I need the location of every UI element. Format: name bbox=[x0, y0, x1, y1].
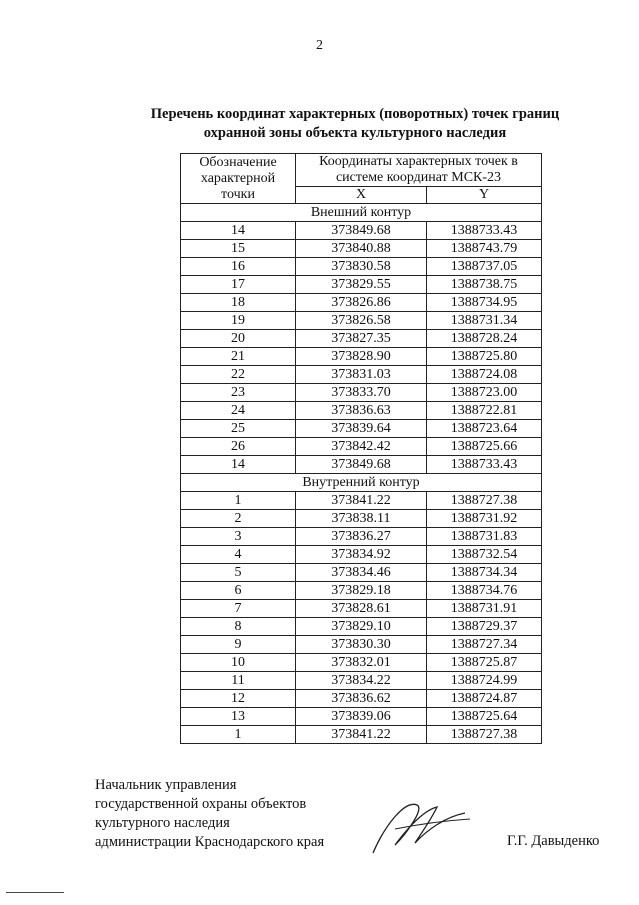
table-row bbox=[181, 636, 542, 654]
y-coordinate-cell: 1388734.76 bbox=[427, 582, 542, 600]
y-coordinate-cell: 1388731.92 bbox=[427, 510, 542, 528]
footer-divider bbox=[6, 892, 64, 893]
point-number-cell: 17 bbox=[181, 276, 296, 294]
table-row bbox=[181, 546, 542, 564]
point-number-cell: 11 bbox=[181, 672, 296, 690]
point-number-cell: 9 bbox=[181, 636, 296, 654]
point-number-cell: 23 bbox=[181, 384, 296, 402]
y-coordinate-cell: 1388727.38 bbox=[427, 726, 542, 744]
y-coordinate-cell: 1388728.24 bbox=[427, 330, 542, 348]
handwritten-signature bbox=[365, 795, 475, 860]
y-coordinate-cell: 1388725.80 bbox=[427, 348, 542, 366]
table-row bbox=[181, 438, 542, 456]
point-number-cell: 5 bbox=[181, 564, 296, 582]
y-coordinate-cell: 1388724.87 bbox=[427, 690, 542, 708]
y-coordinate-cell: 1388731.83 bbox=[427, 528, 542, 546]
point-number-cell: 16 bbox=[181, 258, 296, 276]
table-row bbox=[181, 654, 542, 672]
point-number-cell: 8 bbox=[181, 618, 296, 636]
x-coordinate-cell: 373841.22 bbox=[296, 492, 427, 510]
y-coordinate-cell: 1388731.91 bbox=[427, 600, 542, 618]
y-coordinate-cell: 1388737.05 bbox=[427, 258, 542, 276]
table-row bbox=[181, 366, 542, 384]
header-coordinates-line: Координаты характерных точек в bbox=[319, 154, 518, 169]
point-number-cell: 22 bbox=[181, 366, 296, 384]
header-point-designation bbox=[181, 154, 296, 204]
header-coordinates-line: системе координат МСК-23 bbox=[335, 170, 502, 185]
x-coordinate-cell: 373836.62 bbox=[296, 690, 427, 708]
x-coordinate-cell: 373839.06 bbox=[296, 708, 427, 726]
y-coordinate-cell: 1388724.99 bbox=[427, 672, 542, 690]
x-coordinate-cell: 373829.18 bbox=[296, 582, 427, 600]
table-row bbox=[181, 528, 542, 546]
table-row bbox=[181, 672, 542, 690]
point-number-cell: 26 bbox=[181, 438, 296, 456]
table-row bbox=[181, 222, 542, 240]
point-number-cell: 13 bbox=[181, 708, 296, 726]
y-coordinate-cell: 1388723.64 bbox=[427, 420, 542, 438]
y-coordinate-cell: 1388727.34 bbox=[427, 636, 542, 654]
table-row bbox=[181, 330, 542, 348]
y-coordinate-cell: 1388725.66 bbox=[427, 438, 542, 456]
y-coordinate-cell: 1388731.34 bbox=[427, 312, 542, 330]
table-row bbox=[181, 510, 542, 528]
document-title bbox=[120, 105, 590, 143]
table-row bbox=[181, 420, 542, 438]
table-row bbox=[181, 582, 542, 600]
point-number-cell: 6 bbox=[181, 582, 296, 600]
point-number-cell: 25 bbox=[181, 420, 296, 438]
point-number-cell: 7 bbox=[181, 600, 296, 618]
y-coordinate-cell: 1388724.08 bbox=[427, 366, 542, 384]
x-coordinate-cell: 373831.03 bbox=[296, 366, 427, 384]
table-body bbox=[181, 204, 542, 744]
section-row bbox=[181, 204, 542, 222]
x-coordinate-cell: 373838.11 bbox=[296, 510, 427, 528]
point-number-cell: 3 bbox=[181, 528, 296, 546]
table-row bbox=[181, 492, 542, 510]
x-coordinate-cell: 373842.42 bbox=[296, 438, 427, 456]
x-coordinate-cell: 373849.68 bbox=[296, 222, 427, 240]
point-number-cell: 2 bbox=[181, 510, 296, 528]
x-coordinate-cell: 373829.10 bbox=[296, 618, 427, 636]
point-number-cell: 21 bbox=[181, 348, 296, 366]
x-coordinate-cell: 373830.30 bbox=[296, 636, 427, 654]
x-coordinate-cell: 373826.86 bbox=[296, 294, 427, 312]
x-coordinate-cell: 373836.27 bbox=[296, 528, 427, 546]
table-row bbox=[181, 618, 542, 636]
header-point-line: Обозначение bbox=[199, 154, 277, 170]
header-coordinates bbox=[296, 154, 542, 187]
x-coordinate-cell: 373828.61 bbox=[296, 600, 427, 618]
y-coordinate-cell: 1388727.38 bbox=[427, 492, 542, 510]
y-coordinate-cell: 1388732.54 bbox=[427, 546, 542, 564]
table-row bbox=[181, 564, 542, 582]
table-row bbox=[181, 402, 542, 420]
table-row bbox=[181, 708, 542, 726]
table-row bbox=[181, 600, 542, 618]
x-coordinate-cell: 373830.58 bbox=[296, 258, 427, 276]
x-coordinate-cell: 373849.68 bbox=[296, 456, 427, 474]
x-coordinate-cell: 373832.01 bbox=[296, 654, 427, 672]
signatory-position bbox=[95, 776, 324, 852]
header-x bbox=[296, 187, 427, 204]
signatory-position-line: государственной охраны объектов bbox=[95, 796, 307, 812]
y-coordinate-cell: 1388734.95 bbox=[427, 294, 542, 312]
signatory-position-line: культурного наследия bbox=[95, 815, 230, 831]
y-coordinate-cell: 1388733.43 bbox=[427, 456, 542, 474]
x-coordinate-cell: 373827.35 bbox=[296, 330, 427, 348]
point-number-cell: 18 bbox=[181, 294, 296, 312]
table-row bbox=[181, 258, 542, 276]
header-point-line: характерной bbox=[200, 170, 276, 186]
point-number-cell: 14 bbox=[181, 222, 296, 240]
table-row bbox=[181, 456, 542, 474]
table-row bbox=[181, 240, 542, 258]
point-number-cell: 4 bbox=[181, 546, 296, 564]
y-coordinate-cell: 1388723.00 bbox=[427, 384, 542, 402]
table-row bbox=[181, 276, 542, 294]
y-coordinate-cell: 1388734.34 bbox=[427, 564, 542, 582]
section-row bbox=[181, 474, 542, 492]
x-coordinate-cell: 373834.22 bbox=[296, 672, 427, 690]
x-coordinate-cell: 373834.92 bbox=[296, 546, 427, 564]
table-row bbox=[181, 312, 542, 330]
point-number-cell: 24 bbox=[181, 402, 296, 420]
y-coordinate-cell: 1388729.37 bbox=[427, 618, 542, 636]
point-number-cell: 12 bbox=[181, 690, 296, 708]
y-coordinate-cell: 1388738.75 bbox=[427, 276, 542, 294]
signatory-position-line: администрации Краснодарского края bbox=[95, 834, 325, 850]
table-row bbox=[181, 690, 542, 708]
point-number-cell: 20 bbox=[181, 330, 296, 348]
table-row bbox=[181, 348, 542, 366]
x-coordinate-cell: 373840.88 bbox=[296, 240, 427, 258]
x-coordinate-cell: 373841.22 bbox=[296, 726, 427, 744]
x-coordinate-cell: 373828.90 bbox=[296, 348, 427, 366]
point-number-cell: 19 bbox=[181, 312, 296, 330]
y-coordinate-cell: 1388722.81 bbox=[427, 402, 542, 420]
point-number-cell: 10 bbox=[181, 654, 296, 672]
y-coordinate-cell: 1388725.64 bbox=[427, 708, 542, 726]
signatory-name: Г.Г. Давыденко bbox=[507, 833, 600, 849]
x-coordinate-cell: 373839.64 bbox=[296, 420, 427, 438]
x-coordinate-cell: 373829.55 bbox=[296, 276, 427, 294]
signatory-position-line: Начальник управления bbox=[95, 777, 237, 793]
document-title-line-1: Перечень координат характерных (поворотных) точек границ bbox=[150, 106, 560, 122]
document-title-line-2: охранной зоны объекта культурного наследия bbox=[203, 125, 507, 141]
section-label: Внутренний контур bbox=[181, 474, 542, 492]
table-row bbox=[181, 726, 542, 744]
y-coordinate-cell: 1388743.79 bbox=[427, 240, 542, 258]
x-coordinate-cell: 373826.58 bbox=[296, 312, 427, 330]
table-row bbox=[181, 294, 542, 312]
point-number-cell: 14 bbox=[181, 456, 296, 474]
point-number-cell: 1 bbox=[181, 726, 296, 744]
x-coordinate-cell: 373836.63 bbox=[296, 402, 427, 420]
header-y-label: Y bbox=[478, 187, 490, 202]
y-coordinate-cell: 1388725.87 bbox=[427, 654, 542, 672]
section-label: Внешний контур bbox=[181, 204, 542, 222]
header-x-label: X bbox=[355, 187, 367, 202]
header-point-line: точки bbox=[221, 186, 255, 202]
page-number: 2 bbox=[316, 38, 323, 53]
coordinates-table bbox=[180, 153, 542, 744]
x-coordinate-cell: 373833.70 bbox=[296, 384, 427, 402]
point-number-cell: 15 bbox=[181, 240, 296, 258]
x-coordinate-cell: 373834.46 bbox=[296, 564, 427, 582]
table-row bbox=[181, 384, 542, 402]
point-number-cell: 1 bbox=[181, 492, 296, 510]
header-y bbox=[427, 187, 542, 204]
y-coordinate-cell: 1388733.43 bbox=[427, 222, 542, 240]
